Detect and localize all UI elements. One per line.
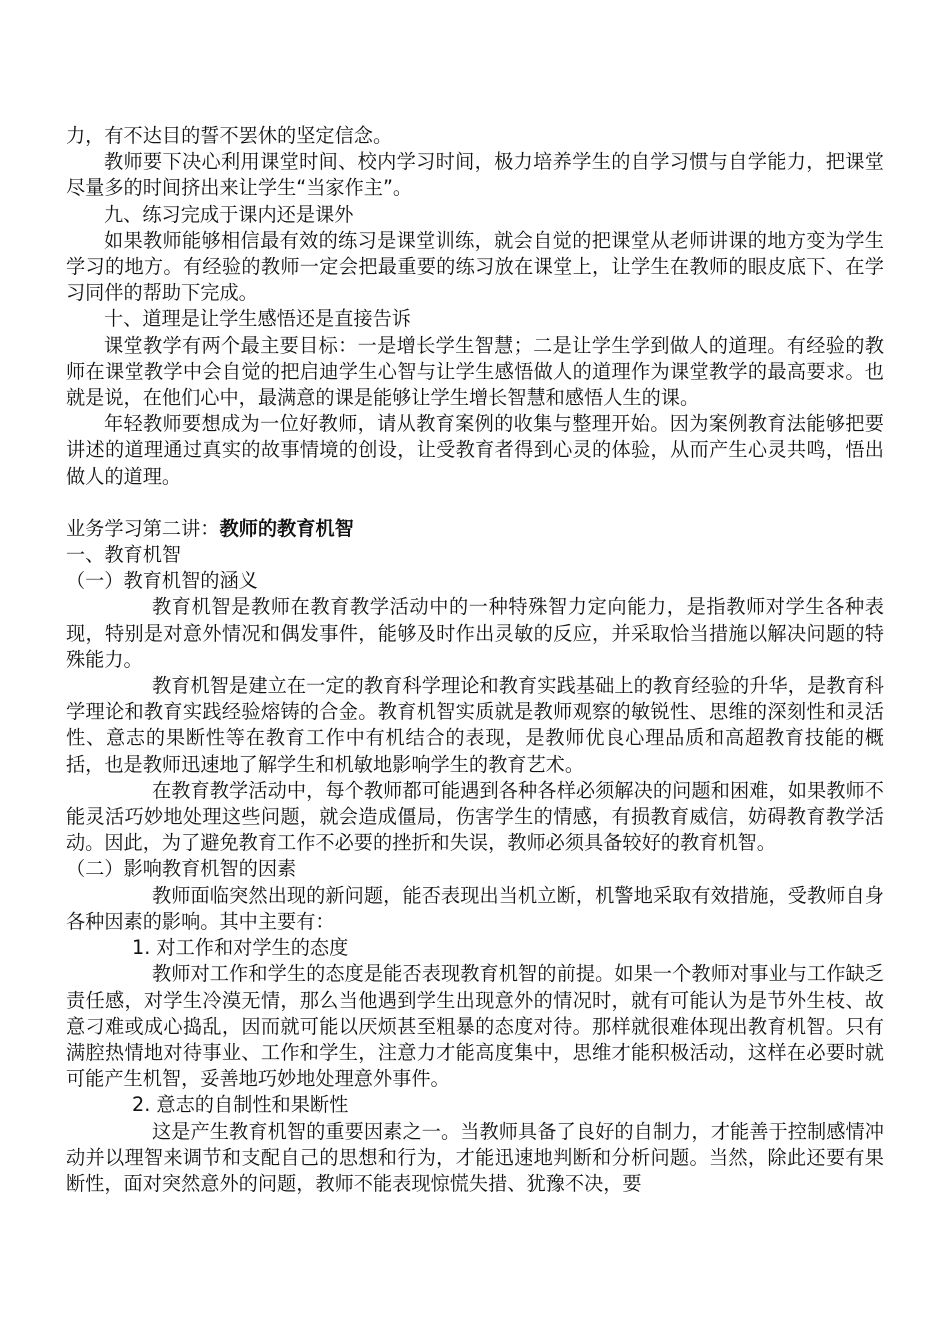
- document-page: [66, 123, 884, 1197]
- lecture-title-main: 教师的教育机智: [219, 516, 354, 540]
- paragraph: 这是产生教育机智的重要因素之一。当教师具备了良好的自制力，才能善于控制感情冲动并以理智来调节和支配自己的思想和行为，才能迅速地判断和分析问题。当然，除此还要有果断性，面对突然意外的问题，教师不能表现惊慌失措、犹豫不决，要: [66, 1119, 884, 1195]
- heading-level1: 一、教育机智: [66, 543, 182, 567]
- numbered-heading: 1. 对工作和对学生的态度: [132, 936, 349, 960]
- paragraph: 课堂教学有两个最主要目标：一是增长学生智慧；二是让学生学到做人的道理。有经验的教师在课堂教学中会自觉的把启迪学生心智与让学生感悟做人的道理作为课堂教学的最高要求。也就是说，在他们心中，最满意的课是能够让学生增长智慧和感悟人生的课。: [66, 333, 884, 410]
- paragraph: 年轻教师要想成为一位好教师，请从教育案例的收集与整理开始。因为案例教育法能够把要讲述的道理通过真实的故事情境的创设，让受教育者得到心灵的体验，从而产生心灵共鸣，悟出做人的道理。: [66, 412, 884, 488]
- section-heading-9: 九、练习完成于课内还是课外: [104, 202, 354, 226]
- heading-level2: （二）影响教育机智的因素: [66, 857, 297, 881]
- paragraph: 如果教师能够相信最有效的练习是课堂训练，就会自觉的把课堂从老师讲课的地方变为学生学习的地方。有经验的教师一定会把最重要的练习放在课堂上，让学生在教师的眼皮底下、在学习同伴的帮助下完成。: [66, 228, 884, 305]
- section-heading-10: 十、道理是让学生感悟还是直接告诉: [104, 307, 411, 331]
- numbered-heading: 2. 意志的自制性和果断性: [132, 1093, 349, 1117]
- lecture-title-prefix: 业务学习第二讲：: [66, 516, 220, 540]
- paragraph: 在教育教学活动中，每个教师都可能遇到各种各样必须解决的问题和困难，如果教师不能灵活巧妙地处理这些问题，就会造成僵局，伤害学生的情感，有损教育威信，妨碍教育教学活动。因此，为了避免教育工作不必要的挫折和失误，教师必须具备较好的教育机智。: [66, 778, 884, 855]
- paragraph: 教师面临突然出现的新问题，能否表现出当机立断，机警地采取有效措施，受教师自身各种因素的影响。其中主要有：: [66, 883, 884, 933]
- paragraph: 教师要下决心利用课堂时间、校内学习时间，极力培养学生的自学习惯与自学能力，把课堂尽量多的时间挤出来让学生“当家作主”。: [66, 150, 884, 200]
- lecture-title: [66, 516, 884, 542]
- heading-level2: （一）教育机智的涵义: [66, 569, 258, 593]
- paragraph: 教师对工作和学生的态度是能否表现教育机智的前提。如果一个教师对事业与工作缺乏责任感，对学生冷漠无情，那么当他遇到学生出现意外的情况时，就有可能认为是节外生枝、故意刁难或成心捣乱，因而就可能以厌烦甚至粗暴的态度对待。那样就很难体现出教育机智。只有满腔热情地对待事业、工作和学生，注意力才能高度集中，思维才能积极活动，这样在必要时就可能产生机智，妥善地巧妙地处理意外事件。: [66, 962, 884, 1091]
- paragraph: 力，有不达目的誓不罢休的坚定信念。: [66, 124, 393, 147]
- paragraph: 教育机智是建立在一定的教育科学理论和教育实践基础上的教育经验的升华，是教育科学理论和教育实践经验熔铸的合金。教育机智实质就是教师观察的敏锐性、思维的深刻性和灵活性、意志的果断性等在教育工作中有机结合的表现，是教师优良心理品质和高超教育技能的概括，也是教师迅速地了解学生和机敏地影响学生的教育艺术。: [66, 674, 884, 776]
- paragraph: 教育机智是教师在教育教学活动中的一种特殊智力定向能力，是指教师对学生各种表现，特别是对意外情况和偶发事件，能够及时作出灵敏的反应，并采取恰当措施以解决问题的特殊能力。: [66, 595, 884, 671]
